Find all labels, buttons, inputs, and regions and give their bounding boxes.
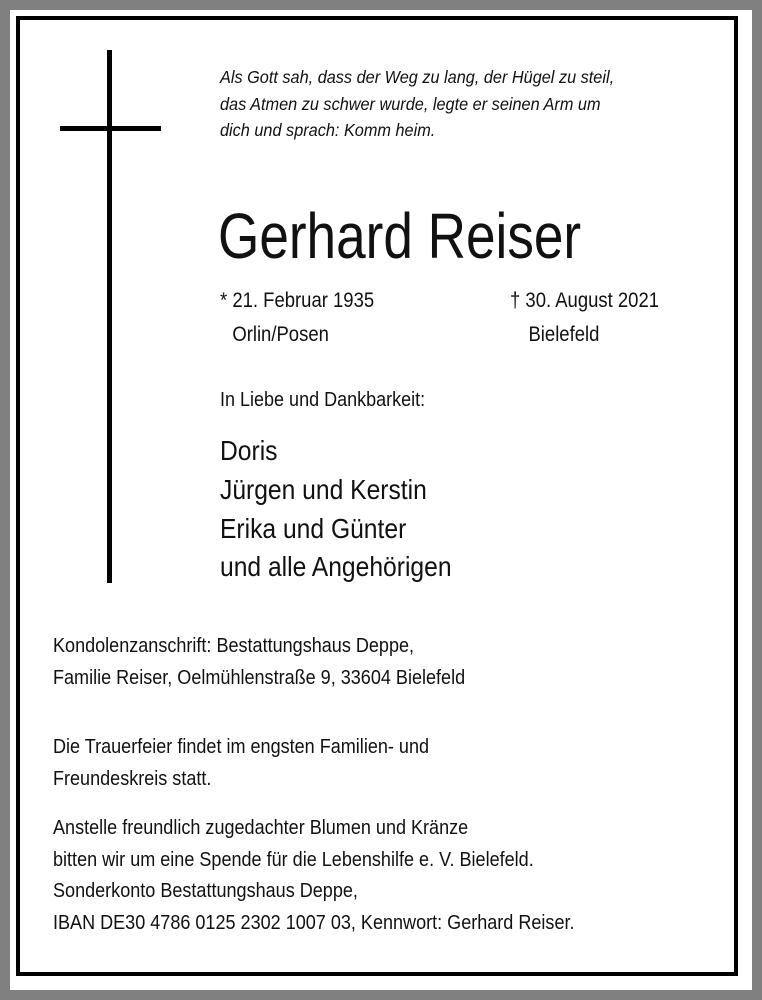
mourner: Erika und Günter [220,512,407,544]
ceremony-line: Freundeskreis statt. [53,766,212,790]
death-place: Bielefeld [528,323,600,346]
address-line: Familie Reiser, Oelmühlenstraße 9, 33604 Bielefeld [53,665,466,689]
cross-icon-crossbar [60,126,161,131]
donation-line: Sonderkonto Bestattungshaus Deppe, [53,879,358,902]
donation-line: IBAN DE30 4786 0125 2302 1007 03, Kennwort: Gerhard Reiser. [53,910,575,934]
quote [220,64,614,144]
donation-line: bitten wir um eine Spende für die Lebenshilfe e. V. Bielefeld. [53,847,534,871]
death-symbol: † [510,289,521,312]
quote-line: das Atmen zu schwer wurde, legte er seinen Arm um [220,93,601,114]
death-date: 30. August 2021 [525,289,660,312]
mourner: und alle Angehörigen [220,551,452,583]
birth-place: Orlin/Posen [232,323,329,346]
donation-line: Anstelle freundlich zugedachter Blumen und Kränze [53,816,469,839]
ceremony-line: Die Trauerfeier findet im engsten Familien- und [53,735,430,758]
quote-line: Als Gott sah, dass der Weg zu lang, der Hügel zu steil, [220,67,615,87]
address-line: Kondolenzanschrift: Bestattungshaus Deppe, [53,634,415,657]
deceased-name: Gerhard Reiser [218,200,582,272]
quote-line: dich und sprach: Komm heim. [220,120,436,140]
birth-date: 21. Februar 1935 [232,289,375,312]
mourners-list [220,432,452,587]
donation-note [53,812,574,938]
condolence-address [53,630,465,693]
birth-info [220,284,374,352]
death-info [510,284,659,352]
birth-symbol: * [220,289,228,312]
mourner: Jürgen und Kerstin [220,473,427,505]
mourner: Doris [220,435,278,466]
thanks-line: In Liebe und Dankbarkeit: [220,389,426,411]
ceremony-note [53,731,429,794]
